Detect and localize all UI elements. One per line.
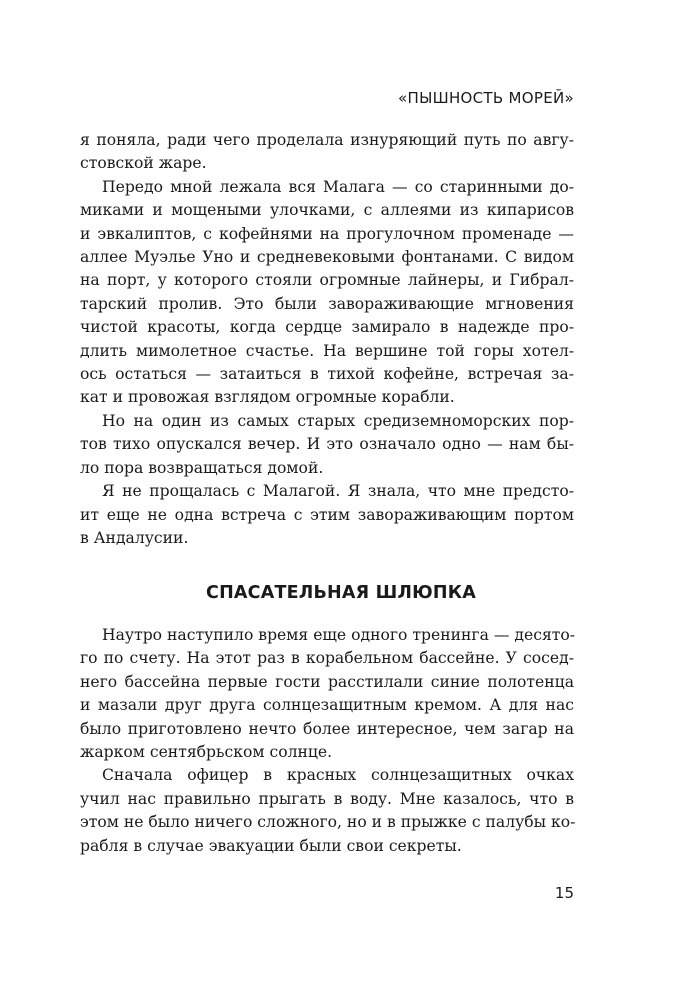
text-line: тарский пролив. Это были завораживающие мгновения xyxy=(80,294,574,313)
text-line: в Андалусии. xyxy=(80,528,189,547)
text-line: него бассейна первые гости расстилали синие полотенца xyxy=(80,672,574,691)
text-line: длить мимолетное счастье. На вершине той горы хотел- xyxy=(80,341,574,360)
body-text-bottom xyxy=(80,624,574,858)
text-line: кат и провожая взглядом огромные корабли. xyxy=(80,388,455,407)
paragraph xyxy=(80,624,574,764)
text-line: Передо мной лежала вся Малага — со старинными до- xyxy=(102,177,574,196)
paragraph xyxy=(80,764,574,858)
text-line: стовской жаре. xyxy=(80,154,207,173)
section-heading: СПАСАТЕЛЬНАЯ ШЛЮПКА xyxy=(206,583,476,603)
text-line: Но на один из самых старых средиземноморских пор- xyxy=(102,411,574,430)
text-line: рабля в случае эвакуации были свои секреты. xyxy=(80,836,462,855)
paragraph xyxy=(80,129,574,176)
text-line: и эвкалиптов, с кофейнями на прогулочном променаде — xyxy=(80,224,574,243)
text-line: миками и мощеными улочками, с аллеями из кипарисов xyxy=(80,201,574,220)
text-line: ло пора возвращаться домой. xyxy=(80,458,324,477)
text-line: тов тихо опускался вечер. И это означало одно — нам бы- xyxy=(80,435,574,454)
text-line: ось остаться — затаиться в тихой кофейне, встречая за- xyxy=(80,365,574,384)
text-line: го по счету. На этот раз в корабельном бассейне. У сосед- xyxy=(80,649,574,668)
text-line: жарком сентябрьском солнце. xyxy=(80,743,333,762)
body-text-top xyxy=(80,129,574,550)
text-line: и мазали друг друга солнцезащитным кремом. А для нас xyxy=(80,696,574,715)
running-head: «ПЫШНОСТЬ МОРЕЙ» xyxy=(398,89,574,107)
text-line: учил нас правильно прыгать в воду. Мне казалось, что в xyxy=(80,789,574,808)
text-line: Наутро наступило время еще одного тренинга — десято- xyxy=(102,626,576,644)
text-line: было приготовлено нечто более интересное, чем загар на xyxy=(80,719,574,738)
text-line: аллее Муэлье Уно и средневековыми фонтанами. С видом xyxy=(80,248,574,267)
page-number: 15 xyxy=(554,884,574,902)
text-line: чистой красоты, когда сердце замирало в надежде про- xyxy=(80,318,574,337)
text-line: Я не прощалась с Малагой. Я знала, что мне предсто- xyxy=(102,482,574,501)
text-line: ит еще не одна встреча с этим завораживающим портом xyxy=(80,505,574,524)
text-line: этом не было ничего сложного, но и в прыжке с палубы ко- xyxy=(80,813,576,832)
text-line: на порт, у которого стояли огромные лайнеры, и Гибрал- xyxy=(80,271,574,290)
paragraph xyxy=(80,176,574,410)
paragraph xyxy=(80,410,574,480)
paragraph xyxy=(80,480,574,550)
text-line: я поняла, ради чего проделала изнуряющий путь по авгу- xyxy=(80,131,574,149)
text-line: Сначала офицер в красных солнцезащитных очках xyxy=(102,766,574,785)
